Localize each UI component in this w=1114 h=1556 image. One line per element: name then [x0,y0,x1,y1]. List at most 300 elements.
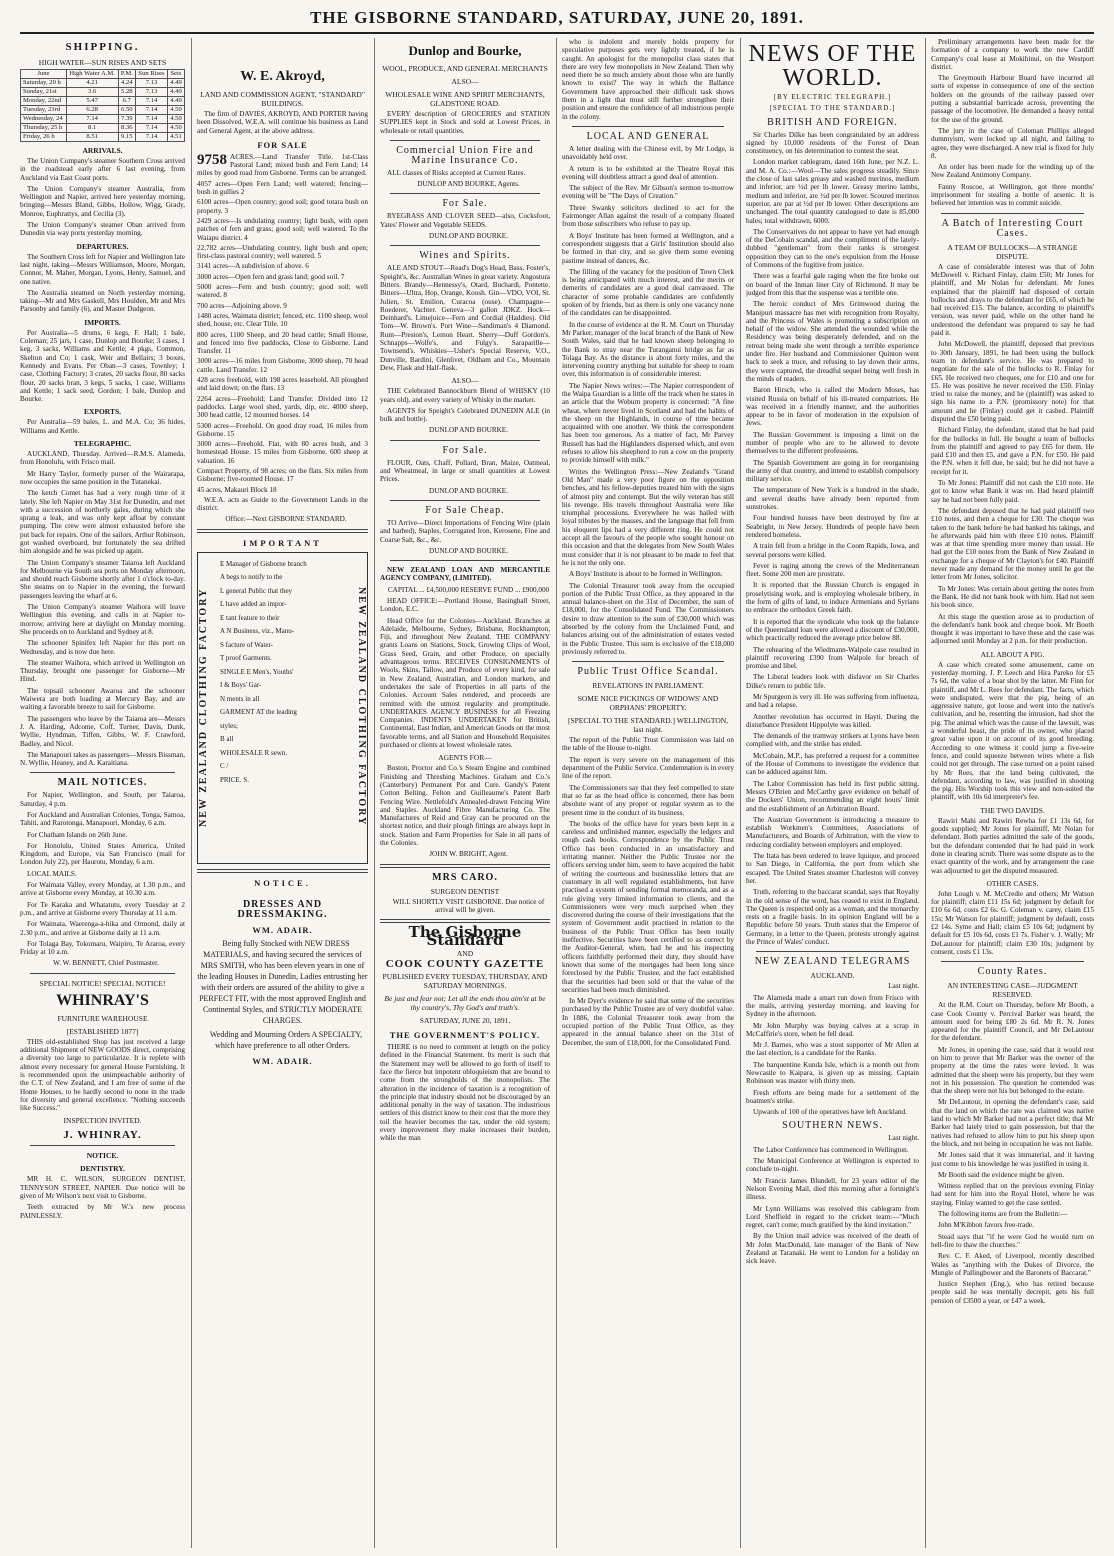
land-lot-text: 3000 acres—Freehold. Flat, with 80 acres bush, and 3 homestead House. 15 miles from Gisborne. 600 sheep at valuation. 16 [197,440,368,465]
davids-heading: THE TWO DAVIDS. [980,805,1045,815]
paragraph: The Southern Cross left for Napier and Wellington late last night, taking—Messrs Williamson, Moore, Morgan, Connor, M. Maher, Morgan, Lyons, Henry, Samuel, and one native. [20,252,185,286]
paragraph: The Labor Conference has commenced in Wellington. [753,1145,909,1154]
paragraph: The Municipal Conference at Wellington is expected to conclude to-night. [746,1157,919,1174]
land-lot [197,283,368,300]
paragraph: London market cablegram, dated 16th June, per N.Z. L. and M. A. Co.:—Wool—The sales progress steadily. Since the close of last sales greasy and washed merinos, medium and inferior, are ½d per lb lower. Greasy merino lambs, medium and inferior, are ½d per lb lower. Scoured merinos superior, are par at ½d per lb lower. Other descriptions are unchanged. The total quantity catalogued to date is 85,000 bales; total withdrawn, 6000. [746,158,919,225]
column-rule [925,38,926,1548]
tide-header-cell: High Water A.M. [66,70,118,79]
southern-news-continued [931,38,1094,208]
paragraph: who is indolent and merely holds property for speculative purposes gets very lightly treated, if he is caught. An apologist for the monopolist class states that there are very few monopolists in New Zealand. Then why need there be so much anxiety about those who are hardly known to exist? The way in which the Ballance Government have approached their difficult task shows them in a light that must still further strengthen their position and ensure the confidence of all industrious people in the colony. [562,38,734,121]
whinray-body: THIS old-established Shop has just received a large additional Shipment of NEW GOODS direct, comprising a diversity too large to particularize. It is replete with almost every necessary for general House Furnishing. It is recommended upon the unimpeachable authority of the C.T. of New Zealand, and I am free of some of the Home Houses, to be hardly second to none in the trade for diversity and general excellence. "Nothing succeeds like Success." [20,1037,185,1113]
land-lot-text: 428 acres freehold, with 198 acres leasehold. All ploughed and laid down; on the flats. 13 [197,376,368,393]
tide-cell: 7.14 [66,115,118,124]
paragraph: A case which created some amusement, came on yesterday morning. J. P. Leech and Hira Pareko for £5 7s 6d, the value of a boar shot by the latter. Mr Finn for plaintiff, and Mr L. Rees for defendant. The facts, which were undisputed, were that the pig, being of an aggressive nature, got loose and went into the native's cultivation, and he, resenting the intrusion, had shot the pig. The animal which was the cause of the lawsuit, was a wonderful beast, the pride of its owner, who placed great value upon it on account of its good breeding. According to one witness it could jump a five-wire fence, and could squeeze between wires where a fish could not get through. The case turned on a point raised by Mr Rees, that the land being cultivated, the defendant, according to law, was justified in shooting the pig. His Worship took this view and non-suited the plaintiff, with 10s 6d interpreter's fee. [931,660,1094,802]
loan-company-head-office: HEAD OFFICE:—Portland House, Basinghall Street, London, E.C. [380,596,550,614]
paragraph: A return is to be exhibited at the Theatre Royal this evening will doubtless attract a good deal of attention. [562,164,734,181]
dentist-body: MR H. C. WILSON, SURGEON DENTIST, TENNYSON STREET, NAPIER. Due notice will be given of Mr Wilson's next visit to Gisborne. [20,1175,185,1201]
paragraph: Mr Francis James Blundell, for 23 years editor of the Nelson Evening Mail, died this morning after a fortnight's illness. [746,1176,919,1202]
paragraph: For Chatham Islands on 26th June. [27,830,128,839]
teeth-notice: Teeth extracted by Mr W.'s new process PAINLESSLY. [20,1203,185,1220]
land-lot [197,357,368,374]
paragraph: The schooner Spinifex left Napier for this port on Wednesday, and is now due here. [20,639,185,656]
arrivals-list [20,157,185,238]
notice-heading: NOTICE. [254,877,311,888]
tide-cell: 7.14 [136,124,168,133]
factory-ad-line: styles; [220,721,238,730]
bullocks-list [931,263,1094,476]
notice-heading: NOTICE. [86,1151,119,1161]
paragraph: Mr Spurgeon is very ill. He was suffering from influenza, and had a relapse. [746,693,919,710]
paragraph: Another revolution has occurred in Hayti. During the disturbance President Hippolyte was killed. [746,712,919,729]
land-lot-text: 4057 acres—Open Fern Land; well watered; fencing—bush in gullies 2 [197,179,368,197]
paragraph: At this stage the question arose as to production of the defendant's bank book and cheque book. Mr Booth thought it was important to have these and the case was adjourned until Monday at 2 p.m. for their production. [931,612,1094,646]
tide-cell: 6.7 [118,97,136,106]
divider [756,951,909,952]
divider [390,500,540,501]
tide-table-body [21,79,185,142]
paragraph: A letter dealing with the Chinese evil, by Mr Lodge, is unavoidably held over. [562,144,734,162]
british-foreign-heading: BRITISH AND FOREIGN. [767,116,898,128]
clothing-factory-ad [197,552,368,864]
tide-row [21,88,185,97]
factory-ad-line: S facture of Water- [220,640,274,649]
standard-masthead-sub: COOK COUNTY GAZETTE [385,957,545,970]
loan-company-signature: JOHN W. BRIGHT, Agent. [429,850,508,859]
exports-heading: EXPORTS. [83,407,122,417]
divider [572,661,724,662]
tide-cell: Sunday, 21st [21,88,67,97]
land-lot [197,312,368,329]
paragraph: Writes the Wellington Press:—New Zealand's "Grand Old Man" made a very poor figure on the opposition benches, and his fellow-deputies treated him with the signs of almost pity and contempt. But the wily veteran has still his revenge. His travels throughout Australia were like triumphal processions. Everywhere he was hailed with loyal tributes by the masses, and the language that fell from his eloquent lips had a very different ring. He could not accept all the favours of the people who sought honour on this occasion and that the delegates from New South Wales must consider that it is not pleasant to be made to feel that he is not the only one. [562,467,734,567]
tide-cell: 8.51 [66,133,118,142]
paragraph: The Alameda made a smart run down from Frisco with the mails, arriving yesterday morning, and leaving for Sydney in the afternoon. [746,993,919,1019]
paragraph: For Napier, Wellington, and South, per Taiaroa, Saturday, 4 p.m. [20,791,185,808]
tide-cell: 5.47 [66,97,118,106]
land-lot [197,440,368,465]
dunlop-subtitle: WOOL, PRODUCE, AND GENERAL MERCHANTS [382,64,548,73]
pig-list [931,661,1094,802]
tide-cell: 4.24 [118,79,136,88]
factory-ad-line: PRICE. S. [220,775,249,784]
land-lot [197,331,368,356]
land-lot [197,273,368,281]
tide-row [21,79,185,88]
factory-ad-line: N ments in all [220,694,260,703]
tide-cell: 4.49 [168,79,185,88]
standard-masthead: The Gisborne Standard [408,923,522,950]
paragraph: The topsail schooner Awaroa and the schooner Waiwera are both loading at Mercury Bay, and are waiting a favorable breeze to sail for Gisborne. [20,686,185,712]
tide-cell: Tuesday, 23rd [21,106,67,115]
southern-news-list [746,1146,919,1266]
divider [380,864,550,868]
paragraph: At the R.M. Court on Thursday, before Mr Booth, a case Cook County v. Percival Barker was heard, the amount sued for being £80 2s 6d. Mr R. N. Jones appeared for the plaintiff Council, and Mr DeLautour for the defendant. [931,1001,1094,1043]
land-lot-text: 3000 acres—Open fern and grass land; good soil. 7 [197,272,345,281]
tide-cell: 6.28 [66,106,118,115]
divider [390,140,540,141]
tide-cell: 8.1 [66,124,118,133]
tide-cell: 3.6 [66,88,118,97]
public-trust-subheading-2: SOME NICE PICKINGS OF WIDOWS' AND ORPHANS' PROPERTY. [577,694,719,713]
paragraph: Mr Jones, in opening the case, said that it would rest on him to prove that Mr Barker was the owner of the property at the time the rates were levied. It was admitted that the sheep were his property, but they were not in his possession. The question he contended was that the sheep were not his but belonged to the estate. [931,1045,1094,1096]
land-lot [197,486,368,494]
public-trust-heading: Public Trust Office Scandal. [577,666,719,678]
column-rule [374,38,375,1548]
divider [572,126,724,127]
land-lot-text: Compact Property, of 98 acres; on the flats. Six miles from Gisborne; five-roomed House. 17 [197,466,368,484]
tide-cell: 8.36 [118,124,136,133]
wines-body: ALE AND STOUT—Read's Dog's Head, Bass, Foster's, Speight's, &c. Australian Wines in great variety. Angostura Bitters. Brandy—Hennessy's, Otard, Buchardi, Pontette. Bitters—Ultra, Hop, Orange, Koosh. Gin—VDO, VOI, St. Julien, St. Emilion, Curacoa (ouse). Champagne—Roederer, Vachter. Geneva—3 gallon JDKZ. Hock—Deinhard's. Limejuice—Fern and Cordial (Haddies). Old Tom—W. Brown's. Port Wine—Sandiman's 4 Diamond. Rum—Preston's, Lemon Heart. Sherry—Duff Gordon's. Schnapps—Wolfe's, and Fulgy's. Saraparille—Townsend's. Whiskies—Usher's Special Reserve, V.O., Dunville, Bardini, Glenlivet, Oldham and Co., Mountain Dew, Flask and Half-flask. [380,264,550,372]
land-lot-text: 3000 acres—16 miles from Gisborne, 3000 sheep, 70 head cattle. Land Transfer. 12 [197,357,368,374]
pig-heading: ALL ABOUT A PIG. [980,649,1045,659]
land-lot-text: 6100 acres—Open country; good soil; good totara bush on property. 3 [197,198,368,215]
tide-cell: Saturday, 20 h [21,79,67,88]
tide-cell: 7.13 [136,79,168,88]
arrivals-heading: ARRIVALS. [82,146,123,155]
paragraph: John McDowell, the plaintiff, deposed that previous to 30th January, 1891, he had been using the bullock team in defendant's service. He was prepared to negotiate for the sale of the bullocks to R. Finlay for £65. He received two cheques, one for £10 and one for £5. He was positive he never received the £50. Finlay tried to raise the money, and he (plaintiff) was asked to sign his name to a P.N. (promissory note) for that amount and he (Finlay) could get it cashed. Plaintiff disputed the £50 being paid. [931,340,1094,423]
loan-company-agents: Boston, Proctor and Co.'s Steam Engine and combined Finishing and Threshing Machines. Graham and Co.'s (Canterbury) Permanent Pot and Cure. Gandy's Patent Cotton Belting. Felton and Guilleaume's Patent Barb Fencing Wire. Nettlefold's Annealed-drawn Fencing Wire and Staples. Auckland Fibre Manufacturing Co. The Manufactures of Reid and Gray can be procured on the shortest notice, and their plough fittings are always kept in stock. Station and Farm Properties for Sale in all parts of the Colonies. [380,764,550,847]
dressmaking-wedding: Wedding and Mourning Orders A SPECIALTY, which have preference to all other Orders. [209,1029,363,1050]
shipping-heading: SHIPPING. [65,41,140,53]
tide-cell: 6.50 [118,106,136,115]
divider [941,961,1084,962]
divider [390,193,540,194]
factory-ad-line: WHOLESALE R sewn. [220,748,288,757]
paragraph: Rev. C. F. Aked, of Liverpool, recently described Wales as "anything with the Dukes of Divorce, the Mungle of Pallingbower and the Baronets of Baccarat." [931,1252,1094,1277]
paragraph: Fresh efforts are being made for a settlement of the boatmen's strike. [746,1088,919,1105]
other-cases-heading: OTHER CASES. [986,878,1039,888]
column-rule [556,38,557,1548]
akroyd-title: W. E. Akroyd, [240,69,325,84]
divider [390,245,540,246]
divider [30,973,175,974]
divider [30,772,175,773]
land-lot [197,395,368,420]
paragraph: A train fell from a bridge in the Coom Rapids, Iowa, and several persons were killed. [746,542,919,559]
land-lot-text: 5000 acres—Fern and bush country; good soil; well watered. 8 [197,283,368,300]
tide-cell: 4.49 [168,88,185,97]
paragraph: It is reported that the syndicate who took up the balance of the Queensland loan were allowed a discount of £30,000, which practically reduced the average price below 88. [746,617,919,643]
paragraph: The Union Company's steamer Oban arrived from Dunedin via way ports yesterday morning. [20,221,185,238]
land-lot [197,153,368,178]
tide-cell: 4.51 [168,133,185,142]
paragraph: For Honolulu, United States America, United Kingdom, and Europe, via San Francisco (mail for London July 22), per Haurotu, Monday, 6 a.m. [20,841,185,867]
news-telegraph-line: [BY ELECTRIC TELEGRAPH.] [773,93,892,101]
wines-also: ALSO— [451,376,479,386]
column-court [931,38,1094,1550]
dressmaking-name: WM. ADAIR. [252,924,313,935]
tide-header-cell: Sets [168,70,185,79]
paragraph: The report is very severe on the management of this department of the Public Service. Condemnation is in every line of the report. [562,755,734,781]
tide-cell: 7.13 [136,88,168,97]
paragraph: The filling of the vacancy for the position of Town Clerk is being anticipated with much interest, and the merits or demerits of candidates are a good deal canvassed. The character of some probable candidates are confidently spoken of by friends, but as there is only one vacancy none of the candidates can be disappointed. [562,267,734,318]
paragraph: Baron Hirsch, who is called the Modern Moses, has visited Russia on behalf of his ill-treated compatriots. He was received in a friendly manner, and the authorities appear to be in favor of moderation in the expulsion of Jews. [746,386,919,428]
tide-cell: 7.39 [118,115,136,124]
dentistry-heading: DENTISTRY. [80,1164,125,1174]
paragraph: For Te Karaka and Whatatutu, every Tuesday at 2 p.m., and arrive at Gisborne every Thursday at 11 a.m. [20,900,185,917]
tide-cell: Wednesday, 24 [21,115,67,124]
land-lot [197,198,368,215]
paragraph: Mr DeLautour, in opening the defendant's case, said that the land on which the rate was claimed was native land to which Mr Barker had not a perfect title; that Mr Barker had lately tried to gain possession, but that the natives had refused to allow him to put his sheep upon the block, and not being in occupation he was not liable. [931,1098,1094,1148]
paragraph: The ketch Comet has had a very rough time of it lately. She left Napier on May 31st for Dunedin, and met with a succession of northerly gales, during which she sprang a leak, and was only kept afloat by constant pumping. The crew were almost exhausted before she put back for repairs. One of the sailors, Arthur Robinson, got washed overboard, but fortunately the sea drifted him alongside and he was picked up again. [20,489,185,556]
davids-body: Rawiri Mahi and Rawiri Rewha for £1 13s 6d, for goods supplied; Mr Jones for plaintiff, Mr Nolan for defendant. Both parties admitted the sale of the goods, but the defendant contended that he had paid in work done in clearing scrub. There was some dispute as to the exact quantity of the work, and by arrangement the case was adjourned to get the disputed measured. [931,816,1094,875]
divider [941,213,1084,214]
bullocks-continued [931,479,1094,646]
land-lot [197,467,368,484]
paragraph: The books of the office have for years been kept in a careless and unfinished manner, especially the ledgers and rough cash books. Correspondence by the Public Trust Office has been conducted in an unsatisfactory and irritating manner. Neither the Public Trustee nor the officers serving under him, seem to have acquired the habit of writing the courteous and businesslike letters that are customary in all well regulated establishments, but have practised a system of sending formal memoranda, and as a rule giving very limited information to clients, and the Commissioners were very much surprised when they discovered during the course of their investigations that the system of Government audit practised in relation to the business of the Public Trust Office has been totally ineffective. Securities have been certified to as correct by the Auditor-General, when, had he and his inspecting officers faithfully performed their duty, they should have known that some of the mortgages had been long since foreclosed by the Public Trustee, and the fact established that the securities had been sold or that the value of the securities had been much diminished. [562,819,734,994]
tide-row [21,133,185,142]
court-cases-heading: A Batch of Interesting Court Cases. [941,217,1084,239]
wines-signature: DUNLOP AND BOURKE. [429,426,508,435]
nz-telegrams-list [746,994,919,1117]
factory-ad-line: A begs to notify to the [220,573,283,582]
tide-cell: 4.50 [168,106,185,115]
for-sale-cheap-signature: DUNLOP AND BOURKE. [429,546,508,555]
paragraph: The Union Company's steamer Taiaroa left Auckland for Melbourne via South sea ports on Monday afternoon, and should reach Gisborne shortly after 1 o'clock to-day. She steams on to Napier in the evening, the forward passengers leaving the wharf at 6. [20,558,185,600]
news-of-the-world-heading: NEWS OF THE WORLD. [748,41,917,91]
imports-heading: IMPORTS. [84,317,121,327]
standard-motto: Be just and fear not; Let all the ends thou aim'st at be thy country's, Thy God's and truth's. [384,994,546,1013]
for-sale-seed-body: RYEGRASS AND CLOVER SEED—also, Cocksfoot, Yates' Flower and Vegetable SEEDS. [380,212,550,229]
wines-celebrated: THE Celebrated Bannockburn Blend of WHISKY (10 years old), and every variety of Whisky in the market. [380,387,550,404]
wines-title: Wines and Spirits. [419,250,511,262]
county-rates-list [931,1001,1094,1305]
column-news [746,38,919,1550]
dunlop-also: ALSO— [451,77,479,86]
tide-row [21,106,185,115]
paragraph: To Mr Jones: Was certain about getting the notes from the Bank. He did not bank book with him. Had not seen his book since. [931,584,1094,610]
paragraph: The Union Company's steamer Australia, from Wellington and Napier, arrived here yesterday morning, bringing—Messrs Bland, Gibbs, Hollow, Wigg, Grady, Monroe, Euphrattys, and Cecilia (3). [20,184,185,218]
news-special-line: [SPECIAL TO THE STANDARD.] [769,104,896,113]
government-policy-body: THERE is no need to comment at length on the policy defined in the Financial Statement. Its merit is such that the Statement may well be allowed to go forth of itself to face the fierce but impotent obloquieism that are bound to come from the strongholds of the monopolists. The alteration in the incidence of taxation is a recognition of the principle that industry should not be discouraged by an additional penalty in the way of taxation. The industrious settlers of this district know to their cost that the more they toil the heavier becomes the tax, under the old system; every improvement they make increases their burden, while the man [380,1043,550,1143]
paragraph: The defendant deposed that he had paid plaintiff two £10 notes, and then a cheque for £30. The cheque was taken to the bank before he had banked his takings, and he afterwards paid him with three £10 notes. Plaintiff was at that time spending more money than usual. He had got the £10 notes from the Bank of New Zealand in exchange for a cheque of Mr Clayton's for £40. Plaintiff never made any demand for the money until he got the letter from Mr Jones, solicitor. [931,506,1094,582]
factory-ad-line: I & Boys' Gar- [220,681,262,690]
paragraph: To Mr Jones: Plaintiff did not cash the £10 note. He got to know what Bank it was on. Had heard plaintiff say he had not been fully paid. [931,479,1094,504]
imports-text: Per Australia—5 drums, 6 kegs, F. Hall; 1 bale, Coleman; 25 jars, 1 case, Dunlop and Bourke; 3 cases, 1 keg, 3 sacks, Williams and Kettle; 4 pkgs, Common, Skelton and Co; 1 cask, Weir and Bellairs; 3 boxes, Kennedy and Evans. Per Oban—3 cases, Townley; 1 case, Clothing Factory; 3 crates, 20 sacks flour, 80 sacks flour, 20 sacks bran, 3 kegs, 5 sacks, 1 case, Williams and Kettle; 1 sack seed, Gordon; 1 bale, Dunlop and Bourke. [20,328,185,404]
tide-cell: Friday, 26 h [21,133,67,142]
paragraph: The Itata has been ordered to leave Iquique, and proceed to San Diego, in California, the port from which she escaped. The United States steamer Charleston will convey her. [746,852,919,885]
paragraph: Mr Jones said that it was immaterial, and it having just come to his knowledge he was justified in using it. [931,1151,1094,1168]
land-lot [197,376,368,393]
paragraph: A Boys' Institute has been formed at Wellington, and a correspondent suggests that a Girls' Institution should also be formed in that city, and so give them some evening pastime instead of dances, &c. [562,231,734,265]
tide-cell: 4.21 [66,79,118,88]
for-sale-heading: FOR SALE [257,139,308,150]
paragraph: The Greymouth Harbour Board have incurred all sorts of expense in consequence of one of the section holders on the grounds of the railway passed over putting a substantial barricade across, preventing the passage of the locomotive. He demanded a heavy rental for the use of the ground. [931,74,1094,124]
factory-ad-line: GARMENT AT the leading [220,708,297,717]
paragraph: Truth, referring to the baccarat scandal, says that Royalty in the old sense of the word, has ceased to exist in England. The Queen is respected only as a woman, and the monarchy rests on a fragile basis. In its opinion England will be a Republic before 50 years. Truth states that the Emperor of Germany, in a letter to the Queen, protests strongly against the Prince of Wales' conduct. [746,888,919,947]
paragraph: The Russian Government is imposing a limit on the number of people who are to be allowed to devote themselves to the different professions. [746,430,919,456]
tide-heading: HIGH WATER—SUN RISES AND SETS [38,58,167,67]
telegraphic-list [20,450,185,767]
for-sale-flour-body: FLOUR, Oats, Chaff, Pollard, Bran, Maize, Oatmeal, and Wheatmeal, in large or small quantities at Lowest Prices. [380,458,550,484]
government-policy-heading: THE GOVERNMENT'S POLICY. [389,1030,541,1041]
paragraph: The steamer Waihora, which arrived in Wellington on Thursday, brought one passenger for Gisborne—Mr Hind. [20,658,185,684]
paragraph: The Manapouri takes as passengers—Messrs Bissman, N. Wyllie, Heaney, and A. Karaitiana. [20,750,185,768]
tide-table-header [21,70,185,79]
land-lot [197,302,368,310]
paragraph: For Waimata, Waerenga-a-hika and Ormond, daily at 2.30 p.m., and arrive at Gisborne daily at 11 a.m. [20,920,185,937]
tide-row [21,124,185,133]
akroyd-body: The firm of DAVIES, AKROYD, AND PORTER having been Dissolved, W.E.A. will continue his business as Land and General Agent, at the above address. [197,110,368,135]
paragraph: The subject of the Rev. Mr Gibson's sermon to-morrow evening will be "The Days of Creation." [562,184,734,201]
bullocks-heading: A TEAM OF BULLOCKS—A STRANGE DISPUTE. [947,242,1078,261]
akroyd-note: W.E.A. acts as Guide to the Government Lands in the district. [197,495,368,513]
tide-cell: 7.14 [136,133,168,142]
nz-telegrams-place: AUCKLAND. [810,971,855,981]
column-local [562,38,734,1550]
loan-company-agents-heading: AGENTS FOR— [438,753,492,763]
paragraph: The Liberal leaders look with disfavor on Sir Charles Dilke's return to public life. [746,673,919,690]
divider [30,1145,175,1146]
paragraph: An order has been made for the winding up of the New Zealand Antimony Company. [931,163,1094,180]
exports-text: Per Australia—59 bales, L. and M.A. Co; 36 hides, Williams and Kettle. [20,418,185,435]
tide-cell: Monday, 22nd [21,97,67,106]
dunlop-body: EVERY description of GROCERIES and STATION SUPPLIES kept in Stock and sold at Lowest Prices, in wholesale or retail quantities. [380,110,550,135]
paragraph: In Mr Dyer's evidence he said that some of the securities purchased by the Public Trustee are of very doubtful value. In 1886, the Colonial Treasurer took away from the occupied portion of the Public Trust Office, as they appeared in the annual balance sheet on the 31st of December, the sum of £18,000, for the Consolidated Fund. [562,997,734,1047]
factory-ad-line: SINGLE E Men's, Youths' [220,667,294,676]
tide-cell: 7.14 [136,115,168,124]
paragraph: For Waimata Valley, every Monday, at 1.30 p.m., and arrive at Gisborne every Monday, at 10.30 a.m. [20,881,185,898]
paragraph: The jury in the case of Coleman Phillips alleged dummyism, were locked up all night, and failing to agree, they were discharged. A new trial is fixed for July 8. [931,126,1094,160]
county-rates-subheading: AN INTERESTING CASE—JUDGMENT RESERVED. [947,981,1078,1000]
for-sale-flour-signature: DUNLOP AND BOURKE. [429,486,508,495]
land-lot-text: ACRES.—Land Transfer Title. 1st-Class Pastoral Land; mixed bush and Fern Land; 14 miles by good road from Gisborne. Terms can be arranged. [197,152,368,178]
whinray-established: [ESTABLISHED 1877] [66,1026,139,1036]
for-sale-cheap-title: For Sale Cheap. [425,504,505,516]
paragraph: Fever is raging among the crews of the Mediterranean fleet. Some 200 men are prostrate. [746,561,919,579]
land-lot [197,422,368,439]
paragraph: Stead says that "if he were God he would turn on hell-fire to thaw the churches." [931,1232,1094,1249]
column-rule [740,38,741,1548]
newspaper-masthead: THE GISBORNE STANDARD, SATURDAY, JUNE 20, 1891. [20,6,1094,34]
paragraph: In the course of evidence at the R. M. Court on Thursday Mr Parker, manager of the local branch of the Bank of New South Wales, said that he had known sheep belonging to the Bank to stray near the Turanganui bridge as far as Tolaga Bay. As the distance is about forty miles, and the intervening country anything but suitable for sheep to roam over, this information is of considerable interest. [562,320,734,379]
paragraph: The passengers who leave by the Taiaroa are—Messrs J. A. Harding, Adcome, Coff, Turner, Davis, Dunk, Wyllie, Hyndman, Tiffen, Gibbs, W. F. Crawford, Badley, and Nicol. [20,714,185,748]
for-sale-cheap-body: TO Arrive—Direct Importations of Fencing Wire (plain and barbed), Staples, Corrugated Iron, Kerosene, Fine and Coarse Salt, &c., &c. [380,518,550,544]
local-general-list [562,145,734,656]
paragraph: The Austrian Government is introducing a measure to establish Workmen's Committees, Associations of Manufacturers, and Boards of Arbitration, with the view to reducing cordiality between employers and employed. [746,815,919,849]
akroyd-subtitle: LAND AND COMMISSION AGENT, "STANDARD" BUILDINGS. [200,90,365,108]
column-dunlop [380,38,550,1550]
loan-company-capital: CAPITAL ... £4,500,000 RESERVE FUND ... £900,000 [387,585,550,594]
mail-list [20,791,185,956]
whinray-title: WHINRAY'S [56,991,149,1009]
paragraph: The demands of the tramway strikers at Lyons have been complied with, and the strike has ended. [746,732,919,749]
dunlop-subtitle-2: WHOLESALE WINE AND SPIRIT MERCHANTS, GLADSTONE ROAD. [385,90,545,108]
paragraph: Witness replied that on the previous evening Finlay had sent for him into the Royal Hotel, where he was staying. Finlay wanted to get the case settled. [931,1182,1094,1207]
land-lot [197,217,368,242]
paragraph: The Commissioners say that they feel compelled to state that so far as the head office is concerned, there has been absolute want of any proper or regular system as to the present time in the conduct of its business. [562,783,734,817]
factory-ad-line: L general Public that they [220,586,293,595]
dressmaking-body: Being fully Stocked with NEW DRESS MATERIALS, and having secured the services of MRS SMITH, who has been eleven years in one of the leading Houses in Dunedin, Ladies entrusting her with their orders are assured of the ability to give a PERFECT FIT, with the most approved English and Continental Styles, and STRICTLY MODERATE CHARGES. [197,938,368,1025]
southern-news-heading: SOUTHERN NEWS. [782,1120,883,1132]
commercial-union-signature: DUNLOP AND BOURKE, Agents. [417,180,520,189]
tide-header-cell: Sun Rises [136,70,168,79]
wines-agents: AGENTS for Speight's Celebrated DUNEDIN ALE (in bulk and bottle). [380,406,550,424]
paragraph: The Spanish Government are going in for reorganising the army of that country, and intend to establish compulsory military service. [746,458,919,484]
tide-cell: 4.50 [168,115,185,124]
departures-list [20,253,185,314]
paragraph: Mr Lynn Williams was resolved this cablegram from Lord Sheffield in regard to the cricket team:—"Much regret, can't come; much gratified by the kind invitation." [746,1204,919,1230]
land-lot-text: 800 acres, 1100 Sheep, and 20 head cattle; Small House, and fenced into five paddocks, Close to Gisborne. Land Transfer. 11 [197,330,368,356]
caro-subtitle: SURGEON DENTIST [430,886,500,896]
public-trust-list [562,736,734,1047]
paragraph: McCobain, M.P., has preferred a request for a committee of the House of Commons to investigate the evidence that can be adduced against him. [746,751,919,777]
mail-heading: MAIL NOTICES. [57,777,148,789]
caro-body: WILL SHORTLY VISIT GISBORNE. Due notice of arrival will be given. [392,897,545,914]
paragraph: For Auckland and Australian Colonies, Tonga, Samoa, Tahiti, and Rarotonga, Manapouri, Monday, 6 a.m. [20,811,185,828]
land-lot-text: 45 acres, Makauri Block 18 [197,485,277,494]
land-lot-number: 9758 [197,151,227,168]
factory-side-label: NEW ZEALAND CLOTHING FACTORY [198,587,209,827]
factory-ad-line: B all [220,735,234,744]
paragraph: Mr Booth said the evidence might be given. [938,1170,1065,1179]
divider [197,529,368,533]
factory-ad-line: C / [220,762,229,771]
special-notice: SPECIAL NOTICE! SPECIAL NOTICE! [39,978,166,988]
commercial-union-title: Commercial Union Fire and Marine Insurance Co. [396,144,534,166]
whinray-subtitle: FURNITURE WAREHOUSE [57,1013,148,1023]
paragraph: The Napier News writes:—The Napier correspondent of the Waipa Guardian is a little off the track when he states in an article that the Woburn property is concerned: "A fine wheat, where never lived in Scotland and had the habits of the sheep on the Highlands, in course of time became acquainted with one another. We think the correspondent has been too generous. As a matter of fact, Mr Parvey Russell has had the Highlanders dispersed which, and even refuses to allow his sheepherd to run a cow on the property to provide himself with milk." [562,381,734,465]
tide-cell: 5.28 [118,88,136,97]
land-lot-text: 1480 acres, Waimata district; fenced, etc. 1100 sheep, wool shed, house, etc. Clear Title. 10 [197,311,368,329]
for-sale-seed-signature: DUNLOP AND BOURKE. [429,232,508,241]
whinray-invite: INSPECTION INVITED. [63,1116,142,1126]
land-lot-text: 5300 acres—Freehold. On good dray road, 16 miles from Gisborne. 15 [197,421,368,438]
paragraph: There was a fearful gale raging when the fire broke out on board of the Inman liner City of Richmond. It may be judged from this that the suspense was a terrible one. [746,272,919,297]
paragraph: Mr J. Barnes, who was a stout supporter of Mr Allen at the last election, is a candidate for the Ranks. [746,1041,919,1058]
paragraph: The report of the Public Trust Commission was laid on the table of the House to-night. [562,736,734,753]
tide-cell: 4.49 [168,97,185,106]
divider [390,440,540,441]
factory-side-label-right: NEW ZEALAND CLOTHING FACTORY [356,587,367,827]
paragraph: The Australia steamed on North yesterday morning, taking—Mr and Mrs Gaskell, Mrs Houlden, Mr and Mrs Parsonby and family (6), and Master Dudgeon. [20,288,185,314]
british-foreign-list [746,131,919,947]
land-lot [197,244,368,261]
paragraph: Fanny Roscoe, at Wellington, got three months' imprisonment for stealing a bottle of arsenic. It is believed her intention was to commit suicide. [931,182,1094,208]
standard-masthead-and: AND [456,948,474,958]
tide-cell: 9.15 [118,133,136,142]
land-lot [197,262,368,270]
paragraph: The Colonial Treasurer took away from the occupied portion of the Public Trust Office, as they appeared in the annual balance-sheet on the 31st of December, the sum of £18,000, for the Consolidated Fund. The Commissioners desire to draw attention to the sum of £30,000 which was absorbed by the colony from the Unclaimed Fund, and balances arising out of the administration of estates vested in the Public Trustee. This sum is exclusive of the £18,000 previously referred to. [562,581,734,656]
telegraphic-heading: TELEGRAPHIC. [73,439,132,449]
paragraph: Mr John Murphy was buying calves at a scrap in McCaffirie's store, when he fell dead. [746,1021,919,1038]
nz-telegrams-date: Last night. [888,982,919,991]
paragraph: Four hundred houses have been destroyed by fire at Seabright, in New Jersey. Hundreds of people have been rendered homeless. [746,514,919,539]
paragraph: Sir Charles Dilke has been congratulated by an address signed by 10,000 residents of the Forest of Dean constituency, on his determination to contest the seat. [746,130,919,156]
county-rates-heading: County Rates. [977,966,1048,978]
for-sale-seed-title: For Sale. [442,198,488,210]
dressmaking-title: DRESSES AND DRESSMAKING. [237,898,328,920]
tide-header-cell: P.M. [118,70,136,79]
land-lot-text: 700 acres—Adjoining above. 9 [197,301,287,310]
paragraph: The Labor Commission has held its first public sitting. Messrs O'Brien and McCarthy gave evidence on behalf of the Dockers' Union, recommending an eight hours' limit and the establishment of an Arbitration Board. [746,779,919,813]
paragraph: The barquentine Kunda Isle, which is a month out from Newcastle to Kaipara, is given up as missing. Captain Robinson was master with thirty men. [746,1060,919,1086]
paragraph: A case of considerable interest was that of John McDowell v. Richard Finlay, claim £50; Mr Jones for plaintiff, and Mr Nolan for defendant. Mr Jones explained that the plaintiff had disposed of certain bullocks and drays to the defendant for £65, of which he had received £15. The balance, according to plaintiff's version, was never paid, while on the other hand he understood the defendant was prepared to say he had paid it. [931,262,1094,338]
paragraph: The Conservatives do not appear to have yet had enough of the DeCobain scandal, and the compliment of the lately-dubbed "gentleman" from their ranks is strongest opposition they can to the one's expulsion from the House of Commons of the fugitive from justice. [746,227,919,270]
paragraph: Justice Stephen (Eng.), who has retired because people said he was mentally decrepit, gets his full pension of £3500 a year, or £47 a week. [931,1280,1094,1305]
whinray-signature: J. WHINRAY. [63,1129,142,1142]
paragraph: By the Union mail advice was received of the death of Mr John MacDonald, late manager of the Bank of New Zealand at Taranaki. He went to London for a holiday on sick leave. [746,1232,919,1266]
southern-news-date: Last night. [888,1134,919,1143]
paragraph: The rehearing of the Wiedmann-Walpole case resulted in plaintiff recovering £390 from Walpole for breach of promise and libel. [746,645,919,671]
factory-ad-line: A N Business, viz., Manu- [220,627,295,636]
column-shipping [20,38,185,1550]
loan-company-title: NEW ZEALAND LOAN AND MERCANTILE AGENCY COMPANY, (LIMITED). [380,566,550,583]
departures-heading: DEPARTURES. [76,241,129,251]
paragraph: For Tolaga Bay, Tokomaru, Waipiro, Te Araroa, every Friday at 10 a.m. [20,939,185,957]
nz-telegrams-heading: NEW ZEALAND TELEGRAMS [754,956,911,968]
land-lot-text: 22,782 acres—Undulating country, light bush and open; first-class pastoral country; well watered. 5 [197,243,368,261]
column-rule [191,38,192,1548]
